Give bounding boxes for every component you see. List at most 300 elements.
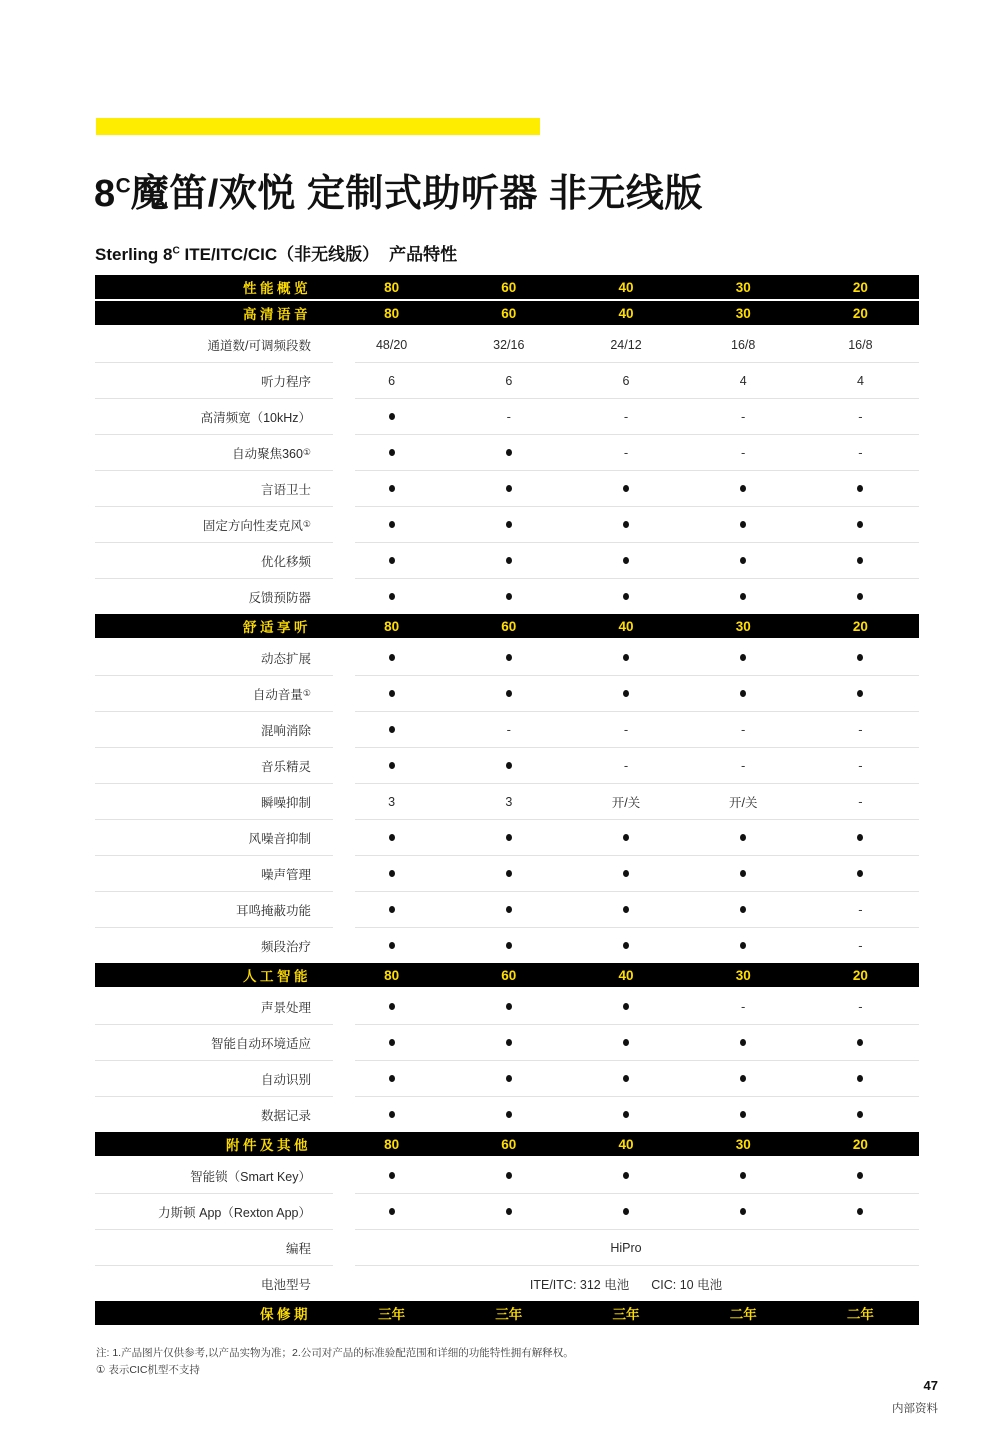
section-header-hd-voice [95,301,919,325]
feature-label: 风噪音抑制 [248,831,311,846]
table-cell [567,543,684,578]
table-cell [333,856,450,891]
table-cell [802,1097,919,1132]
feature-label: 力斯顿 App（Rexton App） [158,1205,311,1220]
supported-dot-icon [623,1039,629,1046]
table-row [95,748,919,783]
table-cell [802,1194,919,1229]
table-cell [450,1061,567,1096]
specification-table [95,275,919,1327]
table-row [95,712,919,747]
not-supported-dash-icon: - [858,938,863,953]
feature-label: 电池型号 [260,1277,311,1292]
supported-dot-icon [506,690,512,697]
supported-dot-icon [389,906,395,913]
supported-dot-icon [857,1111,863,1118]
table-cell: 16/8 [848,337,873,352]
column-header: 60 [501,967,517,983]
table-cell [450,676,567,711]
table-cell [802,989,919,1024]
supported-dot-icon [740,654,746,661]
table-cell [450,435,567,470]
feature-label: 高清频宽（10kHz） [200,410,311,425]
supported-dot-icon [740,593,746,600]
column-header: 80 [384,618,400,634]
not-supported-dash-icon: - [858,794,863,809]
supported-dot-icon [740,485,746,492]
supported-dot-icon [623,1208,629,1215]
section-title: 性能概览 [243,281,311,296]
table-cell [802,820,919,855]
table-cell [685,543,802,578]
footnote-marker: ① [302,519,311,529]
feature-label: 声景处理 [260,1000,311,1015]
table-cell [685,1158,802,1193]
table-cell [450,543,567,578]
table-cell: 32/16 [493,337,525,352]
feature-label: 混响消除 [260,723,311,738]
table-cell [450,820,567,855]
supported-dot-icon [623,870,629,877]
table-row [95,892,919,927]
subtitle-superscript: C [172,245,180,257]
table-cell [567,989,684,1024]
table-cell [450,399,567,434]
not-supported-dash-icon: - [623,445,629,460]
battery-ite-itc: ITE/ITC: 312 电池 [529,1277,630,1292]
supported-dot-icon [857,1208,863,1215]
table-cell [450,892,567,927]
table-cell: 24/12 [610,337,642,352]
table-cell [333,1097,450,1132]
not-supported-dash-icon: - [858,902,863,917]
footnote-2: ① 表示CIC机型不支持 [96,1364,200,1377]
supported-dot-icon [389,1075,395,1082]
table-cell [685,471,802,506]
table-cell: 48/20 [375,337,408,352]
feature-label: 听力程序 [260,374,311,389]
table-row [95,327,919,362]
feature-label: 固定方向性麦克风 ① [202,518,311,533]
table-cell [685,399,802,434]
warranty-value: 三年 [495,1307,523,1322]
column-header: 20 [852,618,868,634]
not-supported-dash-icon: - [623,722,629,737]
table-cell [685,820,802,855]
merged-value-cell [333,1266,919,1301]
supported-dot-icon [389,870,395,877]
table-cell: 开/关 [728,795,758,810]
table-cell [567,1158,684,1193]
supported-dot-icon [389,834,395,841]
table-row [95,856,919,891]
table-cell [333,1194,450,1229]
supported-dot-icon [389,413,395,420]
supported-dot-icon [389,557,395,564]
not-supported-dash-icon: - [858,409,863,424]
table-row [95,471,919,506]
section-header-ai [95,963,919,987]
footnote-marker: ① [302,688,311,698]
supported-dot-icon [389,1208,395,1215]
supported-dot-icon [389,521,395,528]
table-cell [685,1097,802,1132]
table-cell [333,543,450,578]
feature-label: 数据记录 [260,1108,311,1123]
footnotes [96,1345,574,1380]
feature-label: 频段治疗 [260,939,311,954]
supported-dot-icon [506,1039,512,1046]
table-cell [333,507,450,542]
table-cell [567,892,684,927]
table-cell [802,748,919,783]
supported-dot-icon [389,654,395,661]
table-cell [450,1158,567,1193]
feature-label: 自动识别 [260,1072,311,1087]
supported-dot-icon [506,762,512,769]
table-row [95,1061,919,1096]
section-title: 舒适享听 [243,620,311,635]
table-cell [802,1061,919,1096]
footnote-marker: ① [302,447,311,457]
table-row [95,989,919,1024]
feature-label: 通道数/可调频段数 [207,338,311,353]
supported-dot-icon [506,870,512,877]
table-cell [333,579,450,614]
section-header-comfort [95,614,919,638]
column-header: 80 [384,279,400,295]
table-row [95,1097,919,1132]
column-header: 60 [501,305,517,321]
table-row [95,543,919,578]
supported-dot-icon [506,942,512,949]
supported-dot-icon [506,557,512,564]
feature-label: 反馈预防器 [248,590,311,605]
not-supported-dash-icon: - [741,409,746,424]
column-header: 30 [735,1136,751,1152]
supported-dot-icon [506,1075,512,1082]
column-header: 60 [501,618,517,634]
supported-dot-icon [857,1039,863,1046]
not-supported-dash-icon: - [858,999,863,1014]
column-header: 40 [618,1136,634,1152]
table-cell [802,399,919,434]
accent-bar [96,118,540,135]
table-row [95,820,919,855]
column-header: 60 [501,1136,517,1152]
table-cell: 4 [856,373,864,388]
supported-dot-icon [506,906,512,913]
table-cell [333,892,450,927]
table-cell [450,471,567,506]
not-supported-dash-icon: - [623,758,629,773]
supported-dot-icon [857,593,863,600]
not-supported-dash-icon: - [741,999,746,1014]
table-cell [450,579,567,614]
table-cell [333,712,450,747]
supported-dot-icon [389,1172,395,1179]
table-cell [333,928,450,963]
feature-label: 动态扩展 [260,651,311,666]
table-row [95,1194,919,1229]
supported-dot-icon [857,870,863,877]
page-number: 47 [923,1378,938,1393]
table-cell [685,579,802,614]
table-cell [567,928,684,963]
warranty-label: 保修期 [260,1307,311,1322]
supported-dot-icon [740,942,746,949]
not-supported-dash-icon: - [741,722,746,737]
table-row [95,507,919,542]
table-cell [450,712,567,747]
table-cell [802,471,919,506]
feature-label: 瞬噪抑制 [260,795,311,810]
supported-dot-icon [740,870,746,877]
column-header: 40 [618,967,634,983]
table-row [95,399,919,434]
column-header: 80 [384,967,400,983]
supported-dot-icon [506,521,512,528]
not-supported-dash-icon: - [506,722,511,737]
feature-label: 噪声管理 [260,867,311,882]
table-cell [450,1194,567,1229]
feature-label: 智能锁（Smart Key） [190,1169,311,1184]
supported-dot-icon [857,485,863,492]
table-row [95,784,919,819]
feature-label: 智能自动环境适应 [210,1036,311,1051]
table-cell: 3 [505,794,513,809]
table-cell [450,1097,567,1132]
supported-dot-icon [740,521,746,528]
supported-dot-icon [740,690,746,697]
table-cell [802,676,919,711]
feature-label: 优化移频 [260,554,311,569]
feature-label: 音乐精灵 [260,759,311,774]
confidential-label: 内部资料 [892,1403,938,1415]
table-cell: 开/关 [611,795,641,810]
section-title: 附件及其他 [226,1138,311,1153]
supported-dot-icon [506,654,512,661]
supported-dot-icon [389,690,395,697]
section-header-overview [95,275,919,299]
column-header: 30 [735,618,751,634]
table-cell [802,856,919,891]
table-cell [802,892,919,927]
table-row [95,1025,919,1060]
supported-dot-icon [623,834,629,841]
supported-dot-icon [389,1003,395,1010]
table-row [95,676,919,711]
table-cell: 6 [622,373,630,388]
table-cell [685,989,802,1024]
table-cell [802,507,919,542]
table-cell [685,640,802,675]
table-row [95,435,919,470]
table-cell [450,507,567,542]
column-header: 20 [852,305,868,321]
column-header: 20 [852,1136,868,1152]
table-cell [567,471,684,506]
supported-dot-icon [740,1172,746,1179]
footnote-1: 注: 1.产品图片仅供参考,以产品实物为准；2.公司对产品的标准验配范围和详细的功能特性拥有解释权。 [96,1347,574,1359]
feature-label: 自动音量 ① [252,687,311,702]
warranty-value: 二年 [846,1307,874,1322]
table-cell [802,579,919,614]
table-cell [567,1194,684,1229]
column-header: 30 [735,967,751,983]
table-cell: 6 [388,373,396,388]
supported-dot-icon [506,593,512,600]
table-row [95,1266,919,1301]
table-cell [685,928,802,963]
table-cell [685,1025,802,1060]
column-header: 40 [618,279,634,295]
table-cell [567,1097,684,1132]
page-title-superscript: C [115,174,131,198]
table-cell [567,820,684,855]
page-title-rest: 魔笛/欢悦 定制式助听器 非无线版 [130,173,703,215]
supported-dot-icon [506,834,512,841]
supported-dot-icon [740,834,746,841]
supported-dot-icon [623,906,629,913]
table-cell [567,579,684,614]
supported-dot-icon [389,485,395,492]
supported-dot-icon [506,1111,512,1118]
table-cell [567,748,684,783]
table-cell: 6 [505,373,513,388]
column-header: 20 [852,967,868,983]
table-cell [685,856,802,891]
table-row [95,640,919,675]
table-cell [450,989,567,1024]
table-cell [333,1025,450,1060]
supported-dot-icon [857,834,863,841]
supported-dot-icon [389,449,395,456]
supported-dot-icon [623,942,629,949]
table-cell [802,784,919,819]
table-cell [450,856,567,891]
section-title: 高清语音 [243,307,311,322]
column-header: 60 [501,279,517,295]
supported-dot-icon [740,1208,746,1215]
table-cell [567,435,684,470]
table-cell [333,676,450,711]
table-cell [802,1025,919,1060]
table-cell [685,676,802,711]
table-cell [685,892,802,927]
table-cell [685,748,802,783]
not-supported-dash-icon: - [858,445,863,460]
supported-dot-icon [623,690,629,697]
table-row [95,363,919,398]
supported-dot-icon [857,1075,863,1082]
supported-dot-icon [740,1111,746,1118]
supported-dot-icon [389,593,395,600]
column-header: 80 [384,1136,400,1152]
supported-dot-icon [506,1003,512,1010]
not-supported-dash-icon: - [623,409,629,424]
subtitle-models: ITE/ITC/CIC（非无线版） [179,245,380,264]
table-cell [333,435,450,470]
supported-dot-icon [740,906,746,913]
supported-dot-icon [623,654,629,661]
table-cell [685,1194,802,1229]
supported-dot-icon [740,557,746,564]
table-row [95,579,919,614]
table-cell [333,399,450,434]
table-cell [567,1025,684,1060]
supported-dot-icon [857,654,863,661]
battery-cic: CIC: 10 电池 [651,1277,723,1292]
supported-dot-icon [623,557,629,564]
supported-dot-icon [857,521,863,528]
supported-dot-icon [623,1075,629,1082]
supported-dot-icon [740,1039,746,1046]
supported-dot-icon [389,1111,395,1118]
supported-dot-icon [623,1003,629,1010]
table-cell: 3 [388,794,396,809]
table-cell [685,1061,802,1096]
supported-dot-icon [857,1172,863,1179]
table-cell [450,1025,567,1060]
table-cell [333,1158,450,1193]
table-cell [567,676,684,711]
supported-dot-icon [506,1208,512,1215]
not-supported-dash-icon: - [741,758,746,773]
table-cell [567,856,684,891]
supported-dot-icon [623,521,629,528]
table-row [95,928,919,963]
feature-label: 编程 [285,1241,311,1256]
page-subtitle [95,240,457,265]
supported-dot-icon [506,449,512,456]
supported-dot-icon [740,1075,746,1082]
table-cell [685,507,802,542]
warranty-value: 二年 [729,1307,757,1322]
table-cell [567,712,684,747]
table-cell [333,471,450,506]
table-cell [567,1061,684,1096]
not-supported-dash-icon: - [858,722,863,737]
supported-dot-icon [623,593,629,600]
supported-dot-icon [389,762,395,769]
warranty-value: 三年 [378,1307,406,1322]
table-cell [685,435,802,470]
feature-label: 言语卫士 [260,482,311,497]
table-cell [450,640,567,675]
not-supported-dash-icon: - [506,409,511,424]
table-cell: 16/8 [731,337,756,352]
not-supported-dash-icon: - [741,445,746,460]
table-cell [567,640,684,675]
supported-dot-icon [389,942,395,949]
table-cell [802,712,919,747]
column-header: 80 [384,305,400,321]
table-cell: 4 [739,373,747,388]
warranty-row [95,1301,919,1325]
table-cell [567,399,684,434]
table-cell [333,820,450,855]
column-header: 30 [735,279,751,295]
table-cell [450,928,567,963]
table-cell [333,989,450,1024]
column-header: 40 [618,618,634,634]
subtitle-tail: 产品特性 [389,245,458,264]
page-title [94,162,703,217]
table-cell [685,712,802,747]
table-cell [333,1061,450,1096]
table-cell [802,543,919,578]
